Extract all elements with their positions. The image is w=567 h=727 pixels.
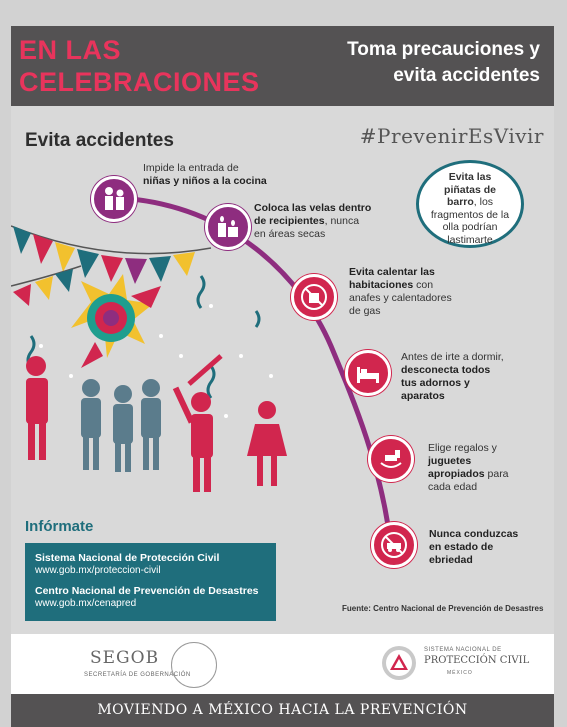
step-circle-4 [345,350,391,396]
footer-banner [11,694,554,727]
proteccion-civil-icon [382,646,416,680]
step-text-2: Coloca las velas dentro de recipientes, nunca en áreas secas [254,202,372,240]
children-icon [100,185,128,213]
flag [55,242,75,272]
step-circle-6 [371,522,417,568]
pc-label-3: MÉXICO [447,670,473,676]
info-link-1[interactable]: www.gob.mx/proteccion-civil [35,565,161,576]
info-org-2: Centro Nacional de Prevención de Desastres [35,585,259,597]
step-circle-2 [205,204,251,250]
flag [55,269,73,292]
main-panel [11,106,554,634]
segob-subtitle: SECRETARÍA DE GOBERNACIÓN [84,672,191,678]
pc-label-2: PROTECCIÓN CIVIL [424,655,530,666]
stick [189,356,221,384]
step-text-3: Evita calentar las habitaciones con anafes y calentadores de gas [349,266,452,317]
no-heater-icon [300,283,328,311]
flag [13,284,31,306]
pc-label-1: SISTEMA NACIONAL DE [424,647,502,653]
header-title [19,34,260,98]
logos-bar [11,634,554,694]
footer-text: MOVIENDO A MÉXICO HACIA LA PREVENCIÓN [97,702,468,718]
info-title: Infórmate [25,518,94,535]
hashtag: #PrevenirEsVivir [359,124,544,148]
header-subtitle-line1: Toma precauciones y [347,39,540,60]
flag [101,255,123,282]
info-link-2[interactable]: www.gob.mx/cenapred [35,598,137,609]
candles-icon [214,213,242,241]
flag [13,226,31,254]
flag [77,249,99,278]
header-subtitle [347,37,540,89]
source-note: Fuente: Centro Nacional de Prevención de Desastres [342,604,544,613]
step-text-6: Nunca conduzcas en estado de ebriedad [429,528,519,566]
people-blue [81,379,161,472]
flag [149,256,171,282]
info-org-1: Sistema Nacional de Protección Civil [35,552,220,564]
step-circle-5 [368,436,414,482]
segob-logo: SEGOB [90,648,160,668]
header-title-line2: CELEBRACIONES [19,67,260,97]
step-text-5: Elige regalos y juguetes apropiados para cada edad [428,442,509,493]
pinata-callout: Evita las piñatas de barro, los fragmentos de la olla podrían lastimarte [416,160,524,248]
header-subtitle-line2: evita accidentes [393,65,540,86]
flag [173,252,195,276]
bed-icon [354,359,382,387]
step-circle-3 [291,274,337,320]
step-text-1: Impide la entrada de niñas y niños a la cocina [143,162,267,187]
no-car-icon [380,531,408,559]
header-title-line1: EN LAS [19,35,122,65]
pinata-star [71,274,161,368]
step-circle-1 [91,176,137,222]
flag [33,234,53,264]
section-title: Evita accidentes [25,130,174,151]
rocking-horse-icon [377,445,405,473]
flag [125,258,147,284]
step-text-4: Antes de irte a dormir, desconecta todos tus adornos y aparatos [401,351,504,402]
national-seal-icon [171,642,217,688]
header-banner [11,26,554,106]
info-box [25,543,276,621]
